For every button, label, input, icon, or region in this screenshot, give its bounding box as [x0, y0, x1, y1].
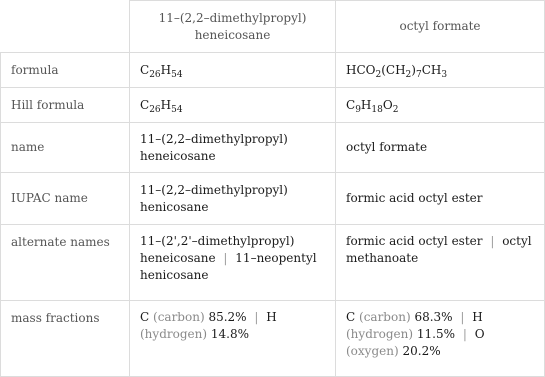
value-cell: 11–(2,2–dimethylpropyl) heneicosane	[130, 123, 336, 173]
formula-subscript: 54	[171, 69, 183, 80]
row-label: Hill formula	[1, 88, 130, 123]
formula-subscript: 26	[149, 69, 161, 80]
mass-fraction-element: (hydrogen)	[140, 327, 208, 341]
column-header-compound-2: octyl formate	[336, 1, 545, 53]
formula-text: C	[140, 62, 150, 77]
formula-subscript: 9	[355, 104, 361, 115]
mass-fraction-symbol: C	[346, 310, 356, 324]
formula-subscript: 2	[375, 69, 382, 80]
formula-text: C	[140, 97, 150, 112]
value-cell	[130, 225, 336, 301]
table-row-formula	[1, 53, 545, 88]
formula-text: C	[346, 97, 356, 112]
formula-cell	[130, 88, 336, 123]
row-label: formula	[1, 53, 130, 88]
formula-text: HCO	[346, 62, 376, 77]
header-row	[1, 1, 545, 53]
mass-fraction-element: (carbon)	[153, 310, 205, 324]
separator: |	[490, 234, 495, 248]
formula-subscript: 3	[441, 69, 448, 80]
formula-text: H	[160, 62, 172, 77]
value-cell: 11–(2,2–dimethylpropyl) henicosane	[130, 173, 336, 225]
formula-text: H	[160, 97, 172, 112]
corner-cell	[1, 1, 130, 53]
table-row-iupac-name	[1, 173, 545, 225]
separator: |	[462, 327, 467, 341]
mass-fraction-symbol: C	[140, 310, 150, 324]
formula-subscript: 18	[371, 104, 383, 115]
formula-text: (CH	[381, 62, 406, 77]
table-row-mass-fractions	[1, 301, 545, 377]
value-cell	[130, 301, 336, 377]
mass-fraction-value: 20.2%	[402, 344, 441, 358]
mass-fraction-element: (carbon)	[359, 310, 411, 324]
table-row-alternate-names	[1, 225, 545, 301]
table-row-name	[1, 123, 545, 173]
table-row-hill-formula	[1, 88, 545, 123]
mass-fraction-element: (hydrogen)	[346, 327, 414, 341]
formula-cell	[336, 53, 545, 88]
formula-cell	[336, 88, 545, 123]
separator: |	[223, 251, 228, 265]
alternate-name: octyl methanoate	[346, 234, 532, 265]
formula-subscript: 2	[405, 69, 412, 80]
formula-text: CH	[421, 62, 442, 77]
alternate-name: formic acid octyl ester	[346, 234, 483, 248]
row-label: IUPAC name	[1, 173, 130, 225]
formula-subscript: 7	[415, 69, 422, 80]
mass-fraction-symbol: H	[472, 310, 483, 324]
mass-fraction-symbol: H	[266, 310, 277, 324]
row-label: name	[1, 123, 130, 173]
formula-text: O	[382, 97, 393, 112]
mass-fraction-value: 11.5%	[416, 327, 455, 341]
mass-fraction-symbol: O	[474, 327, 485, 341]
formula-text: )	[411, 62, 416, 77]
mass-fraction-value: 85.2%	[208, 310, 247, 324]
formula-cell	[130, 53, 336, 88]
column-header-compound-1: 11–(2,2–dimethylpropyl) heneicosane	[130, 1, 336, 53]
formula-subscript: 26	[149, 104, 161, 115]
formula-subscript: 54	[171, 104, 183, 115]
formula-text: H	[360, 97, 372, 112]
row-label: alternate names	[1, 225, 130, 301]
mass-fraction-element: (oxygen)	[346, 344, 399, 358]
formula-subscript: 2	[392, 104, 399, 115]
separator: |	[460, 310, 465, 324]
value-cell: octyl formate	[336, 123, 545, 173]
row-label: mass fractions	[1, 301, 130, 377]
value-cell	[336, 225, 545, 301]
separator: |	[254, 310, 259, 324]
value-cell: formic acid octyl ester	[336, 173, 545, 225]
value-cell	[336, 301, 545, 377]
alternate-name: 11–(2',2'–dimethylpropyl) heneicosane	[140, 234, 295, 265]
alternate-name: 11–neopentyl henicosane	[140, 251, 317, 282]
mass-fraction-value: 14.8%	[210, 327, 249, 341]
mass-fraction-value: 68.3%	[414, 310, 453, 324]
